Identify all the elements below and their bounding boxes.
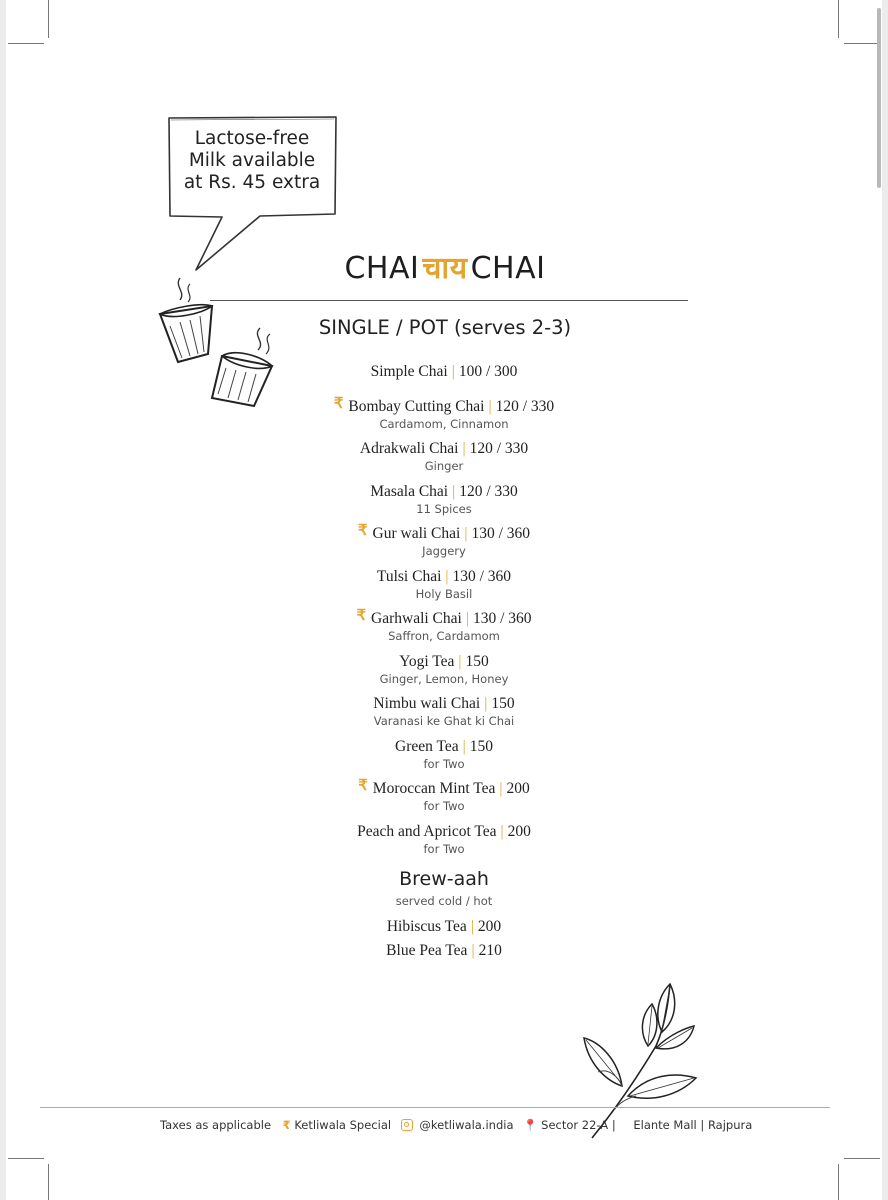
crop-mark-top-right-h [844, 43, 880, 44]
brew-subheading: served cold / hot [395, 894, 493, 908]
menu-item-line [0, 397, 888, 417]
crop-mark-top-left-h [8, 43, 44, 44]
bubble-line-3: at Rs. 45 extra [183, 172, 321, 193]
menu-item-description: Saffron, Cardamom [388, 629, 500, 643]
price-separator: | [465, 610, 469, 627]
menu-item-name: Moroccan Mint Tea [372, 780, 496, 797]
brew-item-price: 200 [477, 918, 502, 935]
menu-item-name: Garhwali Chai [371, 610, 462, 627]
menu-item-line [0, 652, 888, 672]
menu-item [0, 482, 888, 525]
menu-item-price: 130 / 360 [452, 567, 512, 585]
menu-item-line [0, 567, 888, 587]
menu-item-description: Cardamom, Cinnamon [379, 416, 509, 431]
ketli-special-icon: ₹ [357, 523, 368, 539]
menu-list [0, 362, 888, 864]
crop-mark-top-left-v [48, 0, 49, 38]
menu-item-name: Adrakwali Chai [359, 440, 459, 457]
price-separator: | [488, 397, 492, 415]
price-separator: | [458, 652, 462, 670]
menu-item-price: 120 / 330 [495, 397, 555, 415]
location-pin-icon: 📍 [523, 1117, 538, 1132]
menu-item [0, 397, 888, 440]
footer-special-label: Ketliwala Special [294, 1117, 392, 1132]
ketli-special-icon: ₹ [282, 1117, 291, 1132]
menu-item-name: Yogi Tea [399, 652, 455, 670]
menu-item-name: Peach and Apricot Tea [357, 822, 497, 840]
menu-item-description: Holy Basil [415, 586, 473, 601]
crop-mark-bottom-right-h [844, 1158, 880, 1159]
menu-item-name: Gur wali Chai [372, 525, 461, 542]
menu-item-name: Green Tea [395, 737, 459, 755]
lactose-free-note [170, 128, 334, 194]
menu-item [0, 524, 888, 567]
menu-item [0, 439, 888, 482]
brew-item [0, 915, 888, 939]
menu-item-name: Nimbu wali Chai [373, 695, 481, 712]
menu-item-price: 150 [465, 652, 489, 670]
price-separator: | [452, 482, 456, 500]
bubble-line-1: Lactose-free [194, 128, 310, 149]
menu-item-description: Ginger, Lemon, Honey [379, 671, 509, 686]
title-hindi: चाय [422, 251, 468, 286]
menu-item-line [0, 524, 888, 544]
price-separator: | [462, 440, 466, 457]
menu-item-price: 130 / 360 [472, 610, 532, 627]
scrollbar-thumb[interactable] [877, 8, 881, 188]
menu-item-line [0, 362, 888, 382]
title-right: CHAI [470, 251, 546, 286]
price-separator: | [445, 567, 449, 585]
title-left: CHAI [344, 251, 420, 286]
crop-mark-top-right-v [838, 0, 839, 38]
menu-item-price: 130 / 360 [471, 525, 531, 542]
menu-item-name: Masala Chai [370, 482, 449, 500]
price-separator: | [499, 780, 503, 797]
menu-item-description: 11 Spices [416, 501, 472, 516]
brew-item-price: 210 [478, 942, 502, 959]
menu-item-line [0, 482, 888, 502]
menu-item-description: for Two [423, 756, 465, 771]
menu-item [0, 694, 888, 737]
menu-item-line [0, 779, 888, 799]
footer-address: Sector 22-A | [541, 1117, 616, 1132]
menu-item-price: 200 [507, 822, 531, 840]
menu-item-price: 100 / 300 [458, 363, 518, 380]
footer-address-2: Elante Mall | Rajpura [633, 1117, 753, 1132]
menu-item [0, 822, 888, 865]
price-separator: | [451, 363, 455, 380]
menu-item [0, 737, 888, 780]
price-separator: | [462, 737, 466, 755]
menu-item [0, 567, 888, 610]
menu-item-description: for Two [423, 841, 465, 856]
price-separator: | [470, 918, 474, 935]
menu-item [0, 652, 888, 695]
brew-item-name: Blue Pea Tea [386, 942, 468, 959]
brew-heading: Brew-aah [399, 868, 489, 890]
menu-item-line [0, 439, 888, 459]
menu-item-price: 120 / 330 [469, 440, 529, 457]
menu-item-price: 150 [491, 695, 515, 712]
ketli-special-icon: ₹ [358, 778, 368, 794]
menu-item-description: for Two [423, 799, 465, 813]
menu-item-price: 120 / 330 [459, 482, 518, 500]
menu-item-description: Ginger [424, 459, 464, 473]
footer-instagram[interactable]: @ketliwala.india [419, 1117, 514, 1132]
menu-item-name: Simple Chai [370, 363, 448, 380]
brew-list [0, 915, 888, 963]
crop-mark-bottom-left-h [8, 1158, 44, 1159]
title-divider [210, 300, 688, 301]
menu-item-name: Tulsi Chai [376, 567, 442, 585]
price-separator: | [484, 695, 488, 712]
crop-mark-bottom-right-v [838, 1164, 839, 1200]
price-separator: | [471, 942, 475, 959]
menu-item-line [0, 609, 888, 629]
footer [160, 1117, 760, 1132]
menu-item [0, 609, 888, 652]
ketli-special-icon: ₹ [333, 395, 344, 412]
menu-item [0, 779, 888, 822]
brew-item [0, 939, 888, 963]
bubble-line-2: Milk available [188, 150, 316, 171]
price-separator: | [464, 525, 468, 542]
menu-item-description: Jaggery [422, 544, 466, 558]
menu-item-price: 150 [469, 737, 493, 755]
price-separator: | [500, 822, 504, 840]
menu-item-description: Varanasi ke Ghat ki Chai [373, 714, 515, 728]
brew-item-name: Hibiscus Tea [386, 918, 467, 935]
menu-item-line [0, 694, 888, 714]
ketli-special-icon: ₹ [356, 608, 367, 624]
menu-item [0, 362, 888, 397]
crop-mark-bottom-left-v [48, 1164, 49, 1200]
menu-item-line [0, 822, 888, 842]
menu-item-name: Bombay Cutting Chai [348, 397, 485, 415]
footer-taxes: Taxes as applicable [160, 1117, 272, 1132]
page-title [300, 246, 590, 287]
section-heading: SINGLE / POT (serves 2-3) [318, 316, 572, 339]
menu-item-line [0, 737, 888, 757]
instagram-icon [401, 1119, 413, 1131]
menu-item-price: 200 [506, 780, 530, 797]
footer-divider [40, 1107, 830, 1108]
